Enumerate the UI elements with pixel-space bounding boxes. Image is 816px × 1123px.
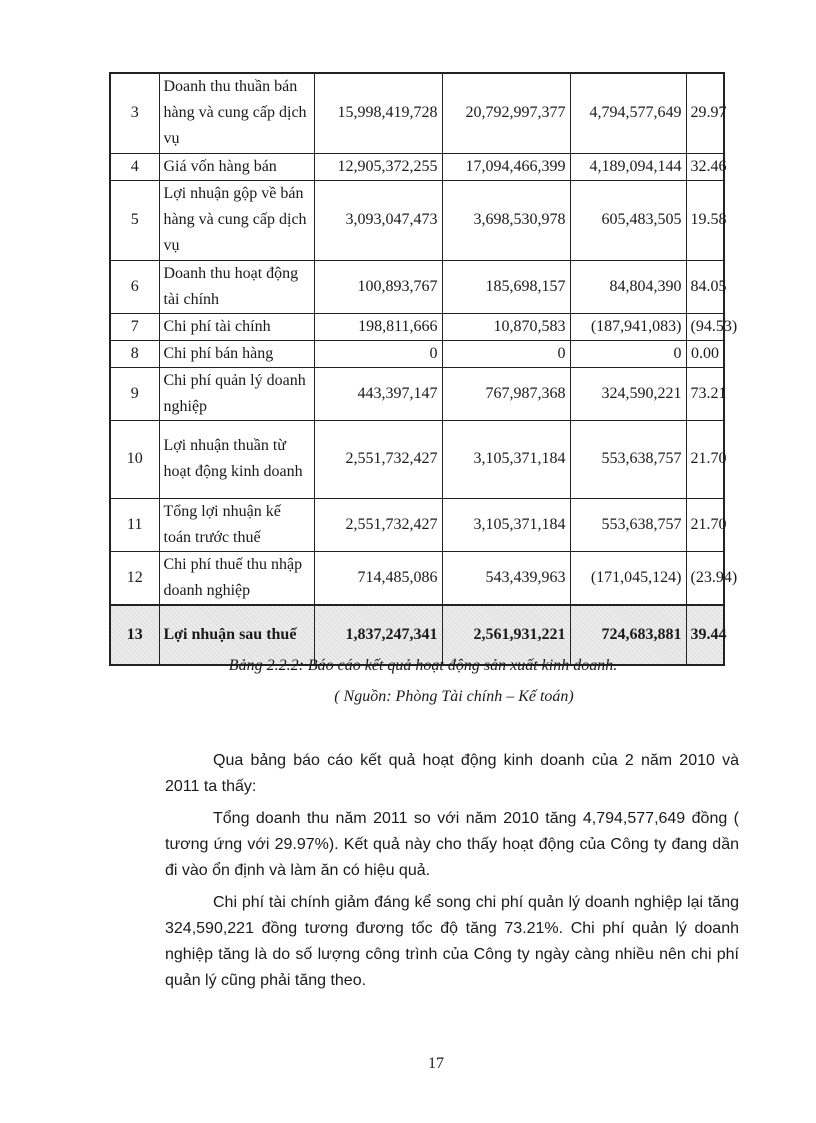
row-label: Giá vốn hàng bán (159, 153, 314, 180)
value-2010: 15,998,419,728 (314, 73, 442, 153)
table-row (110, 498, 724, 551)
row-label: Lợi nhuận thuần từ hoạt động kinh doanh (159, 420, 314, 498)
value-2011: 3,105,371,184 (442, 420, 570, 498)
value-2010: 2,551,732,427 (314, 498, 442, 551)
value-2011: 3,698,530,978 (442, 180, 570, 260)
value-2010: 443,397,147 (314, 367, 442, 420)
value-difference: 4,189,094,144 (570, 153, 686, 180)
paragraph: Tổng doanh thu năm 2011 so với năm 2010 tăng 4,794,577,649 đồng ( tương ứng với 29.97%). Kết quả này cho thấy hoạt động của Công ty đang dần đi vào ổn định và làm ăn có hiệu quả. (165, 810, 739, 879)
business-results-table (109, 72, 738, 666)
paragraph: Chi phí tài chính giảm đáng kể song chi phí quản lý doanh nghiệp lại tăng 324,590,221 đồng tương đương tốc độ tăng 73.21%. Chi phí quản lý doanh nghiệp tăng là do số lượng công trình của Công ty ngày càng nhiều nên chi phí quản lý cũng phải tăng theo. (165, 894, 739, 989)
value-2011: 185,698,157 (442, 260, 570, 313)
value-percent: 21.70 (686, 498, 724, 551)
value-difference: 605,483,505 (570, 180, 686, 260)
paragraph: Qua bảng báo cáo kết quả hoạt động kinh doanh của 2 năm 2010 và 2011 ta thấy: (165, 752, 739, 795)
value-difference: (171,045,124) (570, 551, 686, 605)
value-2010: 0 (314, 340, 442, 367)
value-percent: 39.44 (686, 605, 724, 665)
value-2010: 714,485,086 (314, 551, 442, 605)
table-row (110, 367, 724, 420)
value-2010: 2,551,732,427 (314, 420, 442, 498)
value-percent: (23.94) (686, 551, 724, 605)
analysis-text (165, 748, 739, 1000)
value-2010: 3,093,047,473 (314, 180, 442, 260)
table-row (110, 340, 724, 367)
value-2011: 3,105,371,184 (442, 498, 570, 551)
value-difference: 324,590,221 (570, 367, 686, 420)
value-2011: 767,987,368 (442, 367, 570, 420)
table-caption: Bảng 2.2.2: Báo cáo kết quả hoạt động sản xuất kinh doanh. (228, 657, 618, 674)
value-difference: 724,683,881 (570, 605, 686, 665)
row-label: Chi phí tài chính (159, 313, 314, 340)
row-label: Lợi nhuận gộp về bán hàng và cung cấp dịch vụ (159, 180, 314, 260)
row-number: 5 (110, 180, 159, 260)
row-number: 12 (110, 551, 159, 605)
row-number: 3 (110, 73, 159, 153)
value-2010: 1,837,247,341 (314, 605, 442, 665)
value-difference: 553,638,757 (570, 420, 686, 498)
row-number: 7 (110, 313, 159, 340)
row-label: Chi phí quản lý doanh nghiệp (159, 367, 314, 420)
row-number: 4 (110, 153, 159, 180)
value-percent: 73.21 (686, 367, 724, 420)
value-2010: 198,811,666 (314, 313, 442, 340)
value-2010: 100,893,767 (314, 260, 442, 313)
row-label: Tổng lợi nhuận kế toán trước thuế (159, 498, 314, 551)
page-number: 17 (428, 1055, 444, 1072)
value-2010: 12,905,372,255 (314, 153, 442, 180)
table-row (110, 551, 724, 605)
table-row (110, 260, 724, 313)
value-percent: 19.58 (686, 180, 724, 260)
table-row (110, 153, 724, 180)
row-number: 11 (110, 498, 159, 551)
value-2011: 0 (442, 340, 570, 367)
row-label: Doanh thu hoạt động tài chính (159, 260, 314, 313)
value-difference: (187,941,083) (570, 313, 686, 340)
table-source: ( Nguồn: Phòng Tài chính – Kế toán) (334, 688, 574, 705)
table-row (110, 180, 724, 260)
value-percent: 84.05 (686, 260, 724, 313)
value-2011: 17,094,466,399 (442, 153, 570, 180)
value-percent: 29.97 (686, 73, 724, 153)
value-2011: 20,792,997,377 (442, 73, 570, 153)
table-row (110, 73, 724, 153)
row-label: Doanh thu thuần bán hàng và cung cấp dịch vụ (159, 73, 314, 153)
value-percent: (94.53) (686, 313, 724, 340)
value-2011: 543,439,963 (442, 551, 570, 605)
row-number: 8 (110, 340, 159, 367)
row-number: 13 (110, 605, 159, 665)
row-number: 9 (110, 367, 159, 420)
row-label: Chi phí bán hàng (159, 340, 314, 367)
row-number: 6 (110, 260, 159, 313)
value-difference: 553,638,757 (570, 498, 686, 551)
row-label: Chi phí thuế thu nhập doanh nghiệp (159, 551, 314, 605)
value-percent: 32.46 (686, 153, 724, 180)
value-2011: 2,561,931,221 (442, 605, 570, 665)
value-difference: 4,794,577,649 (570, 73, 686, 153)
row-number: 10 (110, 420, 159, 498)
value-percent: 21.70 (686, 420, 724, 498)
value-difference: 0 (570, 340, 686, 367)
total-row (110, 605, 724, 665)
row-label: Lợi nhuận sau thuế (159, 605, 314, 665)
table-row (110, 313, 724, 340)
value-percent: 0.00 (686, 340, 724, 367)
value-difference: 84,804,390 (570, 260, 686, 313)
value-2011: 10,870,583 (442, 313, 570, 340)
table-row (110, 420, 724, 498)
